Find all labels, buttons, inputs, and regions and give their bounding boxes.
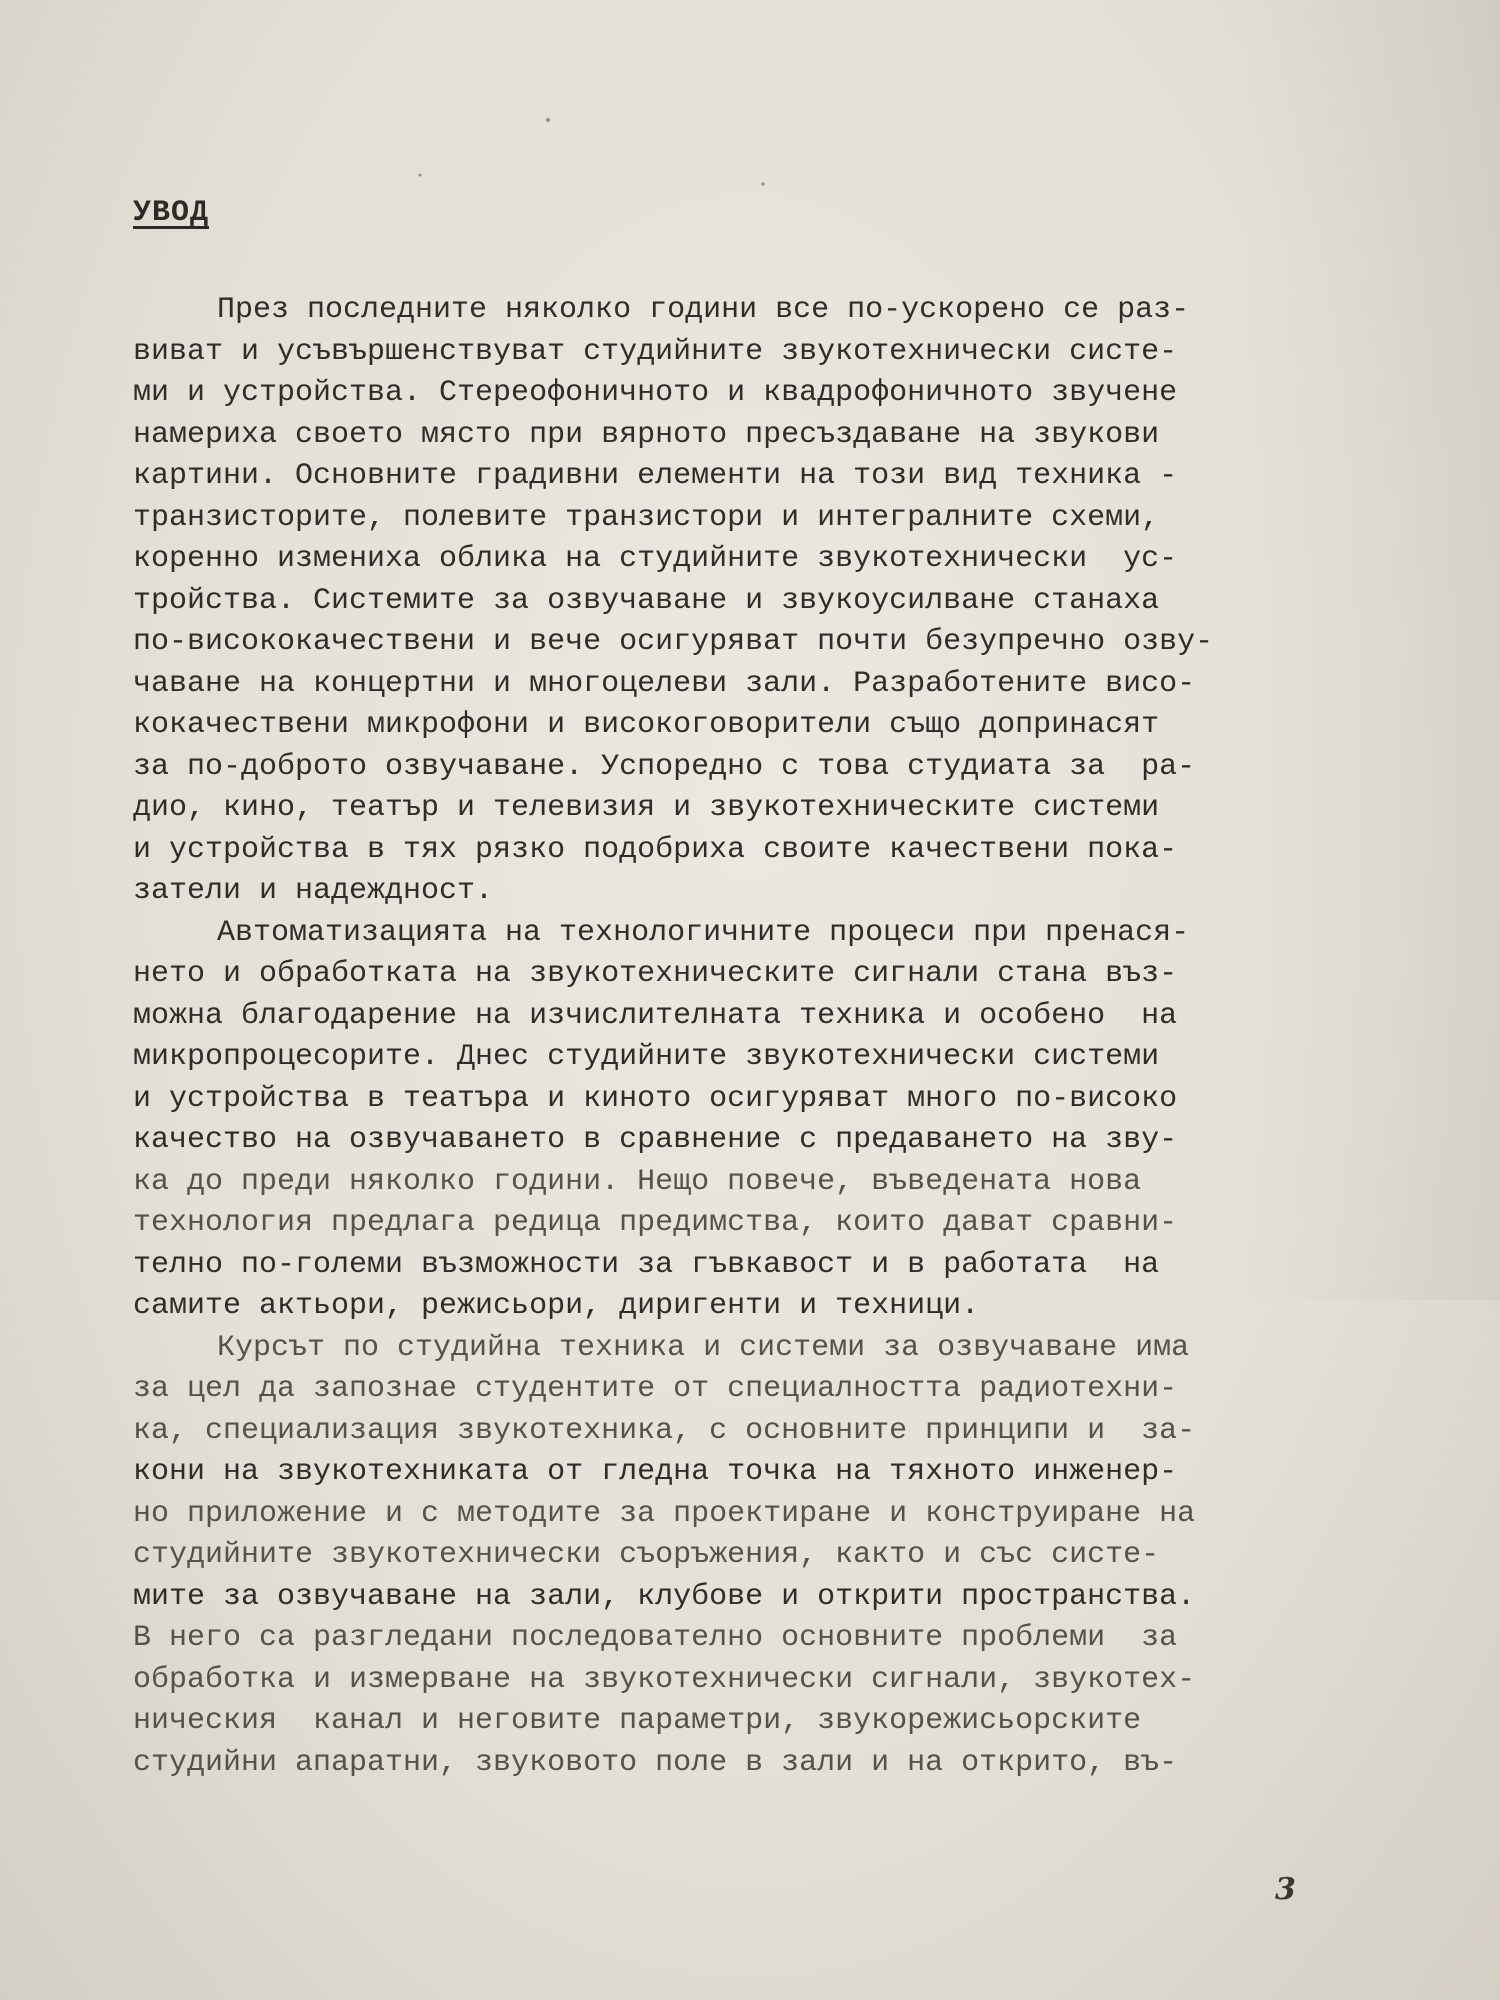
text-line: тройства. Системите за озвучаване и звукоусилване станаха	[133, 583, 1160, 618]
text-line: виват и усъвършенствуват студийните звукотехнически систе-	[133, 334, 1178, 369]
text-line: студийни апаратни, звуковото поле в зали и на открито, въ-	[133, 1745, 1178, 1780]
page-number: 3	[1275, 1872, 1296, 1907]
text-line: ническия канал и неговите параметри, звукорежисьорските	[133, 1704, 1142, 1738]
text-line: картини. Основните градивни елементи на този вид техника -	[133, 459, 1178, 493]
text-line: ка до преди няколко години. Нещо повече, въведената нова	[133, 1164, 1142, 1199]
text-line: по-висококачествени и вече осигуряват почти безупречно озву-	[133, 625, 1214, 659]
text-line: обработка и измерване на звукотехнически сигнали, звукотех-	[133, 1662, 1196, 1697]
text-line: студийните звукотехнически съоръжения, както и със систе-	[133, 1538, 1160, 1572]
section-heading: УВОД	[133, 196, 210, 230]
paragraph-2	[133, 913, 1323, 1328]
text-line: телно по-големи възможности за гъвкавост и в работата на	[133, 1247, 1160, 1282]
body-text	[133, 290, 1323, 1784]
text-line: кони на звукотехниката от гледна точка на тяхното инженер-	[133, 1455, 1178, 1489]
text-line: нето и обработката на звукотехническите сигнали стана въз-	[133, 957, 1178, 991]
text-line: ми и устройства. Стереофоничното и квадрофоничното звучене	[133, 376, 1178, 410]
text-line: кокачествени микрофони и високоговорители също допринасят	[133, 708, 1160, 742]
paragraph-3	[133, 1328, 1323, 1785]
text-line: качество на озвучаването в сравнение с предаването на зву-	[133, 1123, 1178, 1157]
text-line: намериха своето място при вярното пресъздаване на звукови	[133, 417, 1160, 452]
text-line: чаване на концертни и многоцелеви зали. Разработените висо-	[133, 666, 1196, 701]
text-line: коренно измениха облика на студийните звукотехнически ус-	[133, 542, 1178, 576]
text-line: но приложение и с методите за проектиране и конструиране на	[133, 1496, 1196, 1531]
text-line: технология предлага редица предимства, които дават сравни-	[133, 1206, 1178, 1240]
text-line: можна благодарение на изчислителната техника и особено на	[133, 998, 1178, 1033]
text-line: микропроцесорите. Днес студийните звукотехнически системи	[133, 1040, 1160, 1074]
paragraph-1	[133, 290, 1323, 913]
text-line: за цел да запознае студентите от специалността радиотехни-	[133, 1372, 1178, 1406]
text-line: и устройства в тях рязко подобриха своите качествени пока-	[133, 832, 1178, 867]
text-line: затели и надеждност.	[133, 874, 494, 908]
text-line: дио, кино, театър и телевизия и звукотехническите системи	[133, 791, 1160, 825]
text-line: и устройства в театъра и киното осигуряват много по-високо	[133, 1081, 1178, 1116]
text-line: Курсът по студийна техника и системи за озвучаване има	[217, 1330, 1190, 1365]
text-line: транзисторите, полевите транзистори и интегралните схеми,	[133, 500, 1160, 535]
text-line: Автоматизацията на технологичните процеси при пренася-	[217, 915, 1190, 950]
text-line: за по-доброто озвучаване. Успоредно с това студиата за ра-	[133, 749, 1196, 784]
text-line: ка, специализация звукотехника, с основните принципи и за-	[133, 1413, 1196, 1448]
text-line: В него са разгледани последователно основните проблеми за	[133, 1621, 1178, 1655]
text-line: самите актьори, режисьори, диригенти и техници.	[133, 1289, 980, 1323]
text-line: мите за озвучаване на зали, клубове и открити пространства.	[133, 1579, 1196, 1614]
text-line: През последните няколко години все по-ускорено се раз-	[217, 293, 1190, 327]
